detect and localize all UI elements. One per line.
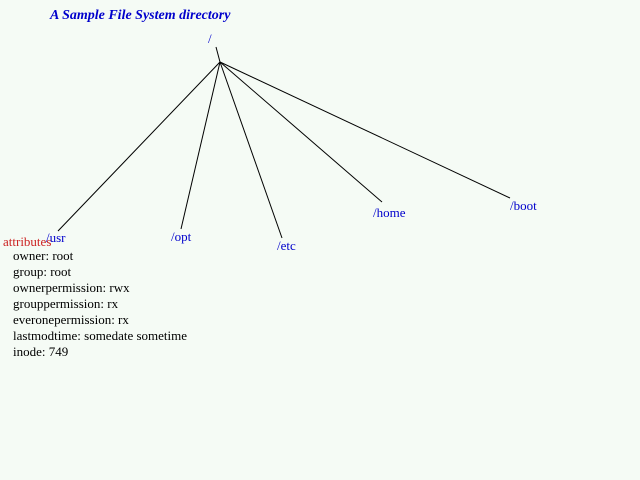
attribute-item: owner: root bbox=[13, 248, 74, 263]
tree-edge bbox=[181, 62, 220, 229]
tree-node-etc[interactable]: /etc bbox=[277, 238, 296, 253]
attributes-panel-list bbox=[13, 248, 187, 360]
diagram-title: A Sample File System directory bbox=[50, 8, 231, 23]
tree-node-opt[interactable]: /opt bbox=[171, 229, 192, 244]
attribute-item: lastmodtime: somedate sometime bbox=[13, 328, 188, 343]
tree-edge bbox=[220, 62, 510, 198]
tree-node-home[interactable]: /home bbox=[373, 205, 406, 220]
tree-node-boot[interactable]: /boot bbox=[510, 198, 537, 213]
attribute-item: everonepermission: rx bbox=[13, 312, 129, 327]
attributes-panel-title: attributes bbox=[3, 234, 52, 249]
tree-node-root[interactable]: / bbox=[208, 31, 212, 46]
attribute-item: grouppermission: rx bbox=[13, 296, 119, 311]
tree-edge bbox=[216, 47, 220, 62]
tree-edge bbox=[58, 62, 220, 231]
attribute-item: group: root bbox=[13, 264, 72, 279]
attribute-item: ownerpermission: rwx bbox=[13, 280, 130, 295]
tree-node-usr[interactable]: /usr bbox=[46, 230, 66, 245]
attribute-item: inode: 749 bbox=[13, 344, 69, 359]
